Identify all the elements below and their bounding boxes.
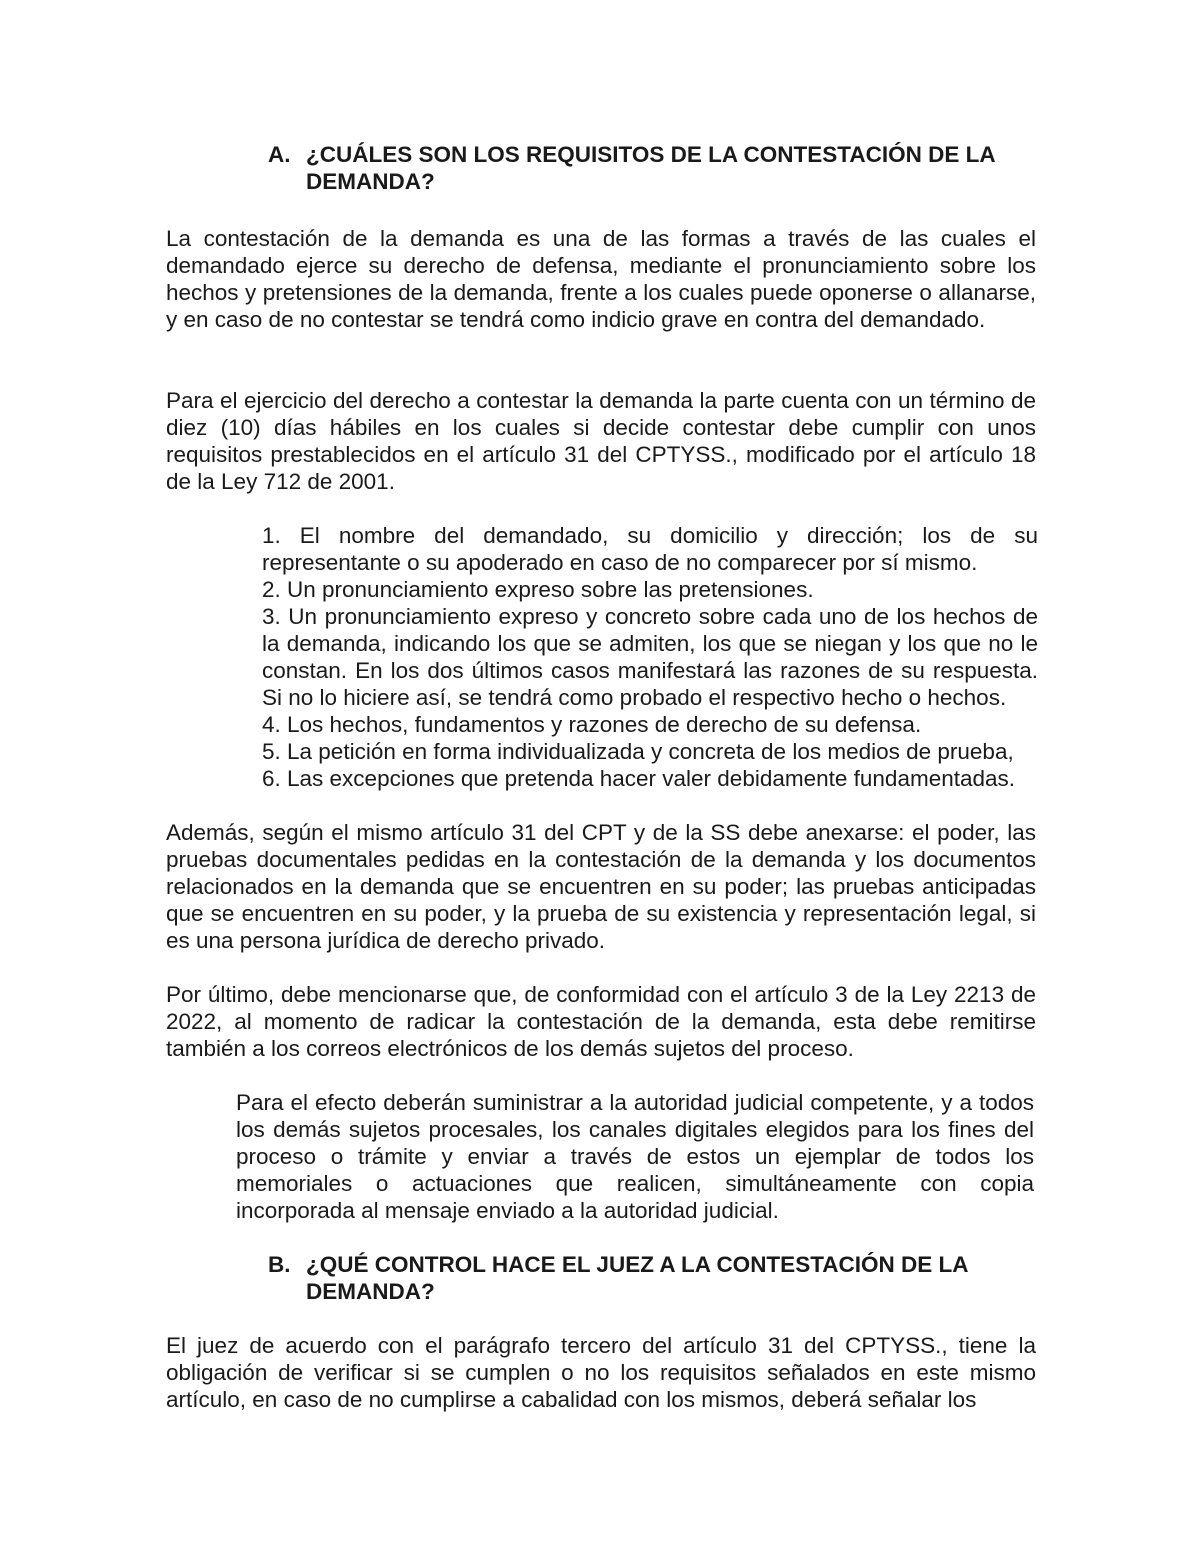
section-a-heading xyxy=(268,141,1048,195)
section-a-title: ¿CUÁLES SON LOS REQUISITOS DE LA CONTESTACIÓN DE LA DEMANDA? xyxy=(306,142,995,194)
list-item: 1. El nombre del demandado, su domicilio y dirección; los de su representante o su apoderado en caso de no comparecer por sí mismo. xyxy=(262,523,1038,575)
list-item: 3. Un pronunciamiento expreso y concreto sobre cada uno de los hechos de la demanda, indicando los que se admiten, los que se niegan y los que no le constan. En los dos últimos casos manifestará las razones de su respuesta. Si no lo hiciere así, se tendrá como probado el respectivo hecho o hechos. xyxy=(262,604,1038,710)
section-a-letter: A. xyxy=(268,142,291,167)
list-item: 2. Un pronunciamiento expreso sobre las pretensiones. xyxy=(262,577,814,602)
paragraph-term: Para el ejercicio del derecho a contestar la demanda la parte cuenta con un término de diez (10) días hábiles en los cuales si decide contestar debe cumplir con unos requisitos prestablecidos en el artículo 31 del CPTYSS., modificado por el artículo 18 de la Ley 712 de 2001. xyxy=(166,388,1036,494)
paragraph-law-2213: Por último, debe mencionarse que, de conformidad con el artículo 3 de la Ley 2213 de 2022, al momento de radicar la contestación de la demanda, esta debe remitirse también a los correos electrónicos de los demás sujetos del proceso. xyxy=(166,982,1036,1061)
list-item: 6. Las excepciones que pretenda hacer valer debidamente fundamentadas. xyxy=(262,766,1016,791)
paragraph-definition: La contestación de la demanda es una de las formas a través de las cuales el demandado ejerce su derecho de defensa, mediante el pronunciamiento sobre los hechos y pretensiones de la demanda, frente a los cuales puede oponerse o allanarse, y en caso de no contestar se tendrá como indicio grave en contra del demandado. xyxy=(166,226,1036,332)
requirements-list xyxy=(262,522,1038,792)
paragraph-annexes: Además, según el mismo artículo 31 del CPT y de la SS debe anexarse: el poder, las pruebas documentales pedidas en la contestación de la demanda y los documentos relacionados en la demanda que se encuentren en su poder; las pruebas anticipadas que se encuentren en su poder, y la prueba de su existencia y representación legal, si es una persona jurídica de derecho privado. xyxy=(166,820,1036,953)
section-b-heading xyxy=(268,1251,1048,1305)
section-b-title: ¿QUÉ CONTROL HACE EL JUEZ A LA CONTESTACIÓN DE LA DEMANDA? xyxy=(306,1252,968,1304)
section-b-letter: B. xyxy=(268,1252,291,1277)
block-quote: Para el efecto deberán suministrar a la autoridad judicial competente, y a todos los demás sujetos procesales, los canales digitales elegidos para los fines del proceso o trámite y enviar a través de estos un ejemplar de todos los memoriales o actuaciones que realicen, simultáneamente con copia incorporada al mensaje enviado a la autoridad judicial. xyxy=(236,1090,1034,1223)
list-item: 5. La petición en forma individualizada y concreta de los medios de prueba, xyxy=(262,739,1014,764)
paragraph-judge-control: El juez de acuerdo con el parágrafo tercero del artículo 31 del CPTYSS., tiene la obligación de verificar si se cumplen o no los requisitos señalados en este mismo artículo, en caso de no cumplirse a cabalidad con los mismos, deberá señalar los xyxy=(166,1333,1036,1412)
list-item: 4. Los hechos, fundamentos y razones de derecho de su defensa. xyxy=(262,712,922,737)
